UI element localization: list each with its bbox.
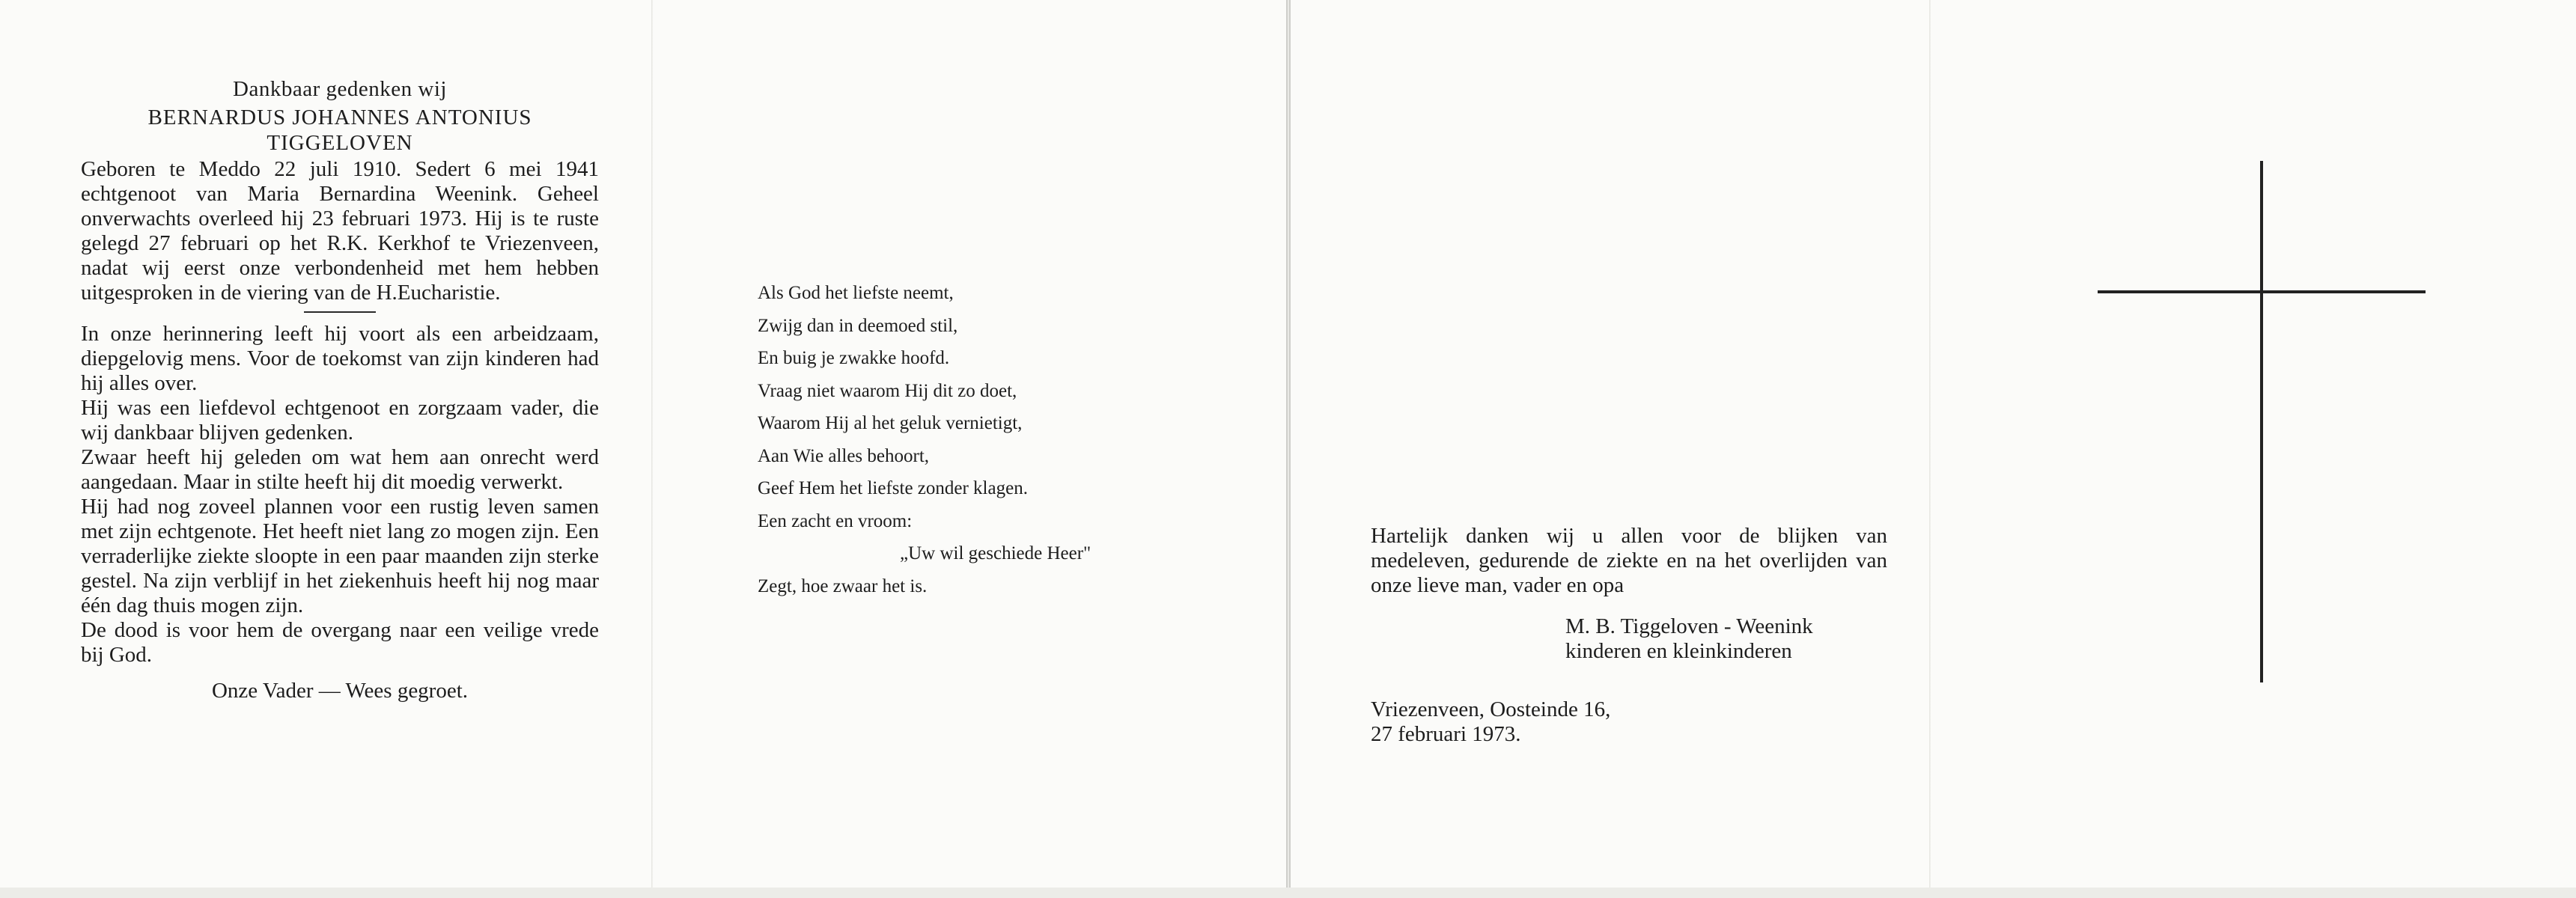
- divider: [304, 311, 376, 313]
- memory-paragraph: Zwaar heeft hij geleden om wat hem aan onrecht werd aangedaan. Maar in stilte heeft hij dit moedig verwerkt.: [81, 445, 599, 494]
- deceased-name: BERNARDUS JOHANNES ANTONIUS: [147, 106, 532, 129]
- prayer-line: Onze Vader — Wees gegroet.: [211, 679, 469, 703]
- cross-vertical-beam: [2260, 161, 2263, 682]
- memory-paragraph: Hij had nog zoveel plannen voor een rustig leven samen met zijn echtgenote. Het heeft niet lang zo mogen zijn. Een verraderlijke ziekte sloopte in een paar maanden zijn sterke gestel. Na zijn verblijf in het ziekenhuis heeft hij nog maar één dag thuis mogen zijn.: [81, 495, 599, 617]
- thanks-panel: [1371, 524, 1887, 747]
- poem-line: Een zacht en vroom:: [758, 510, 913, 531]
- card-right: [1289, 0, 2576, 898]
- signature: [1565, 614, 1887, 664]
- fold-line: [651, 0, 653, 898]
- memory-paragraph: Hij was een liefdevol echtgenoot en zorgzaam vader, die wij dankbaar blijven gedenken.: [81, 396, 599, 445]
- biography: Geboren te Meddo 22 juli 1910. Sedert 6 mei 1941 echtgenoot van Maria Bernardina Weenink. Geheel onverwachts overleed hij 23 februari 1973. Hij is te ruste gelegd 27 februari op het R.K. Kerkhof te Vriezenveen, nadat wij eerst onze verbondenheid met hem hebben uitgesproken in de viering van de H.Eucharistie.: [81, 157, 599, 305]
- memory-paragraph: De dood is voor hem de overgang naar een veilige vrede bij God.: [81, 618, 599, 667]
- date: 27 februari 1973.: [1371, 722, 1521, 746]
- deceased-surname: TIGGELOVEN: [267, 131, 413, 155]
- poem-line: En buig je zwakke hoofd.: [758, 348, 950, 368]
- poem-line: Waarom Hij al het geluk vernietigt,: [758, 413, 1023, 433]
- memorial-text-panel: [81, 75, 599, 705]
- signature-family: kinderen en kleinkinderen: [1565, 639, 1792, 663]
- poem-line: Geef Hem het liefste zonder klagen.: [758, 478, 1028, 498]
- cross-horizontal-beam: [2098, 290, 2426, 293]
- poem-line: Zegt, hoe zwaar het is.: [758, 575, 928, 596]
- poem-line: Vraag niet waarom Hij dit zo doet,: [758, 380, 1017, 401]
- bottom-edge: [0, 888, 2576, 898]
- poem-line: Zwijg dan in deemoed stil,: [758, 315, 958, 336]
- fold-line: [1929, 0, 1931, 898]
- address: Vriezenveen, Oosteinde 16,: [1371, 697, 1611, 721]
- poem-line: „Uw wil geschiede Heer": [900, 543, 1091, 563]
- poem-line: Aan Wie alles behoort,: [758, 445, 930, 466]
- signature-name: M. B. Tiggeloven - Weenink: [1565, 614, 1813, 638]
- heading: Dankbaar gedenken wij: [233, 77, 447, 101]
- thanks-text: Hartelijk danken wij u allen voor de blijken van medeleven, gedurende de ziekte en na het overlijden van onze lieve man, vader en opa: [1371, 524, 1887, 597]
- place-date: [1371, 697, 1887, 747]
- poem-panel: [758, 277, 1177, 602]
- memory-paragraph: In onze herinnering leeft hij voort als een arbeidzaam, diepgelovig mens. Voor de toekomst van zijn kinderen had hij alles over.: [81, 322, 599, 395]
- poem-line: Als God het liefste neemt,: [758, 283, 954, 303]
